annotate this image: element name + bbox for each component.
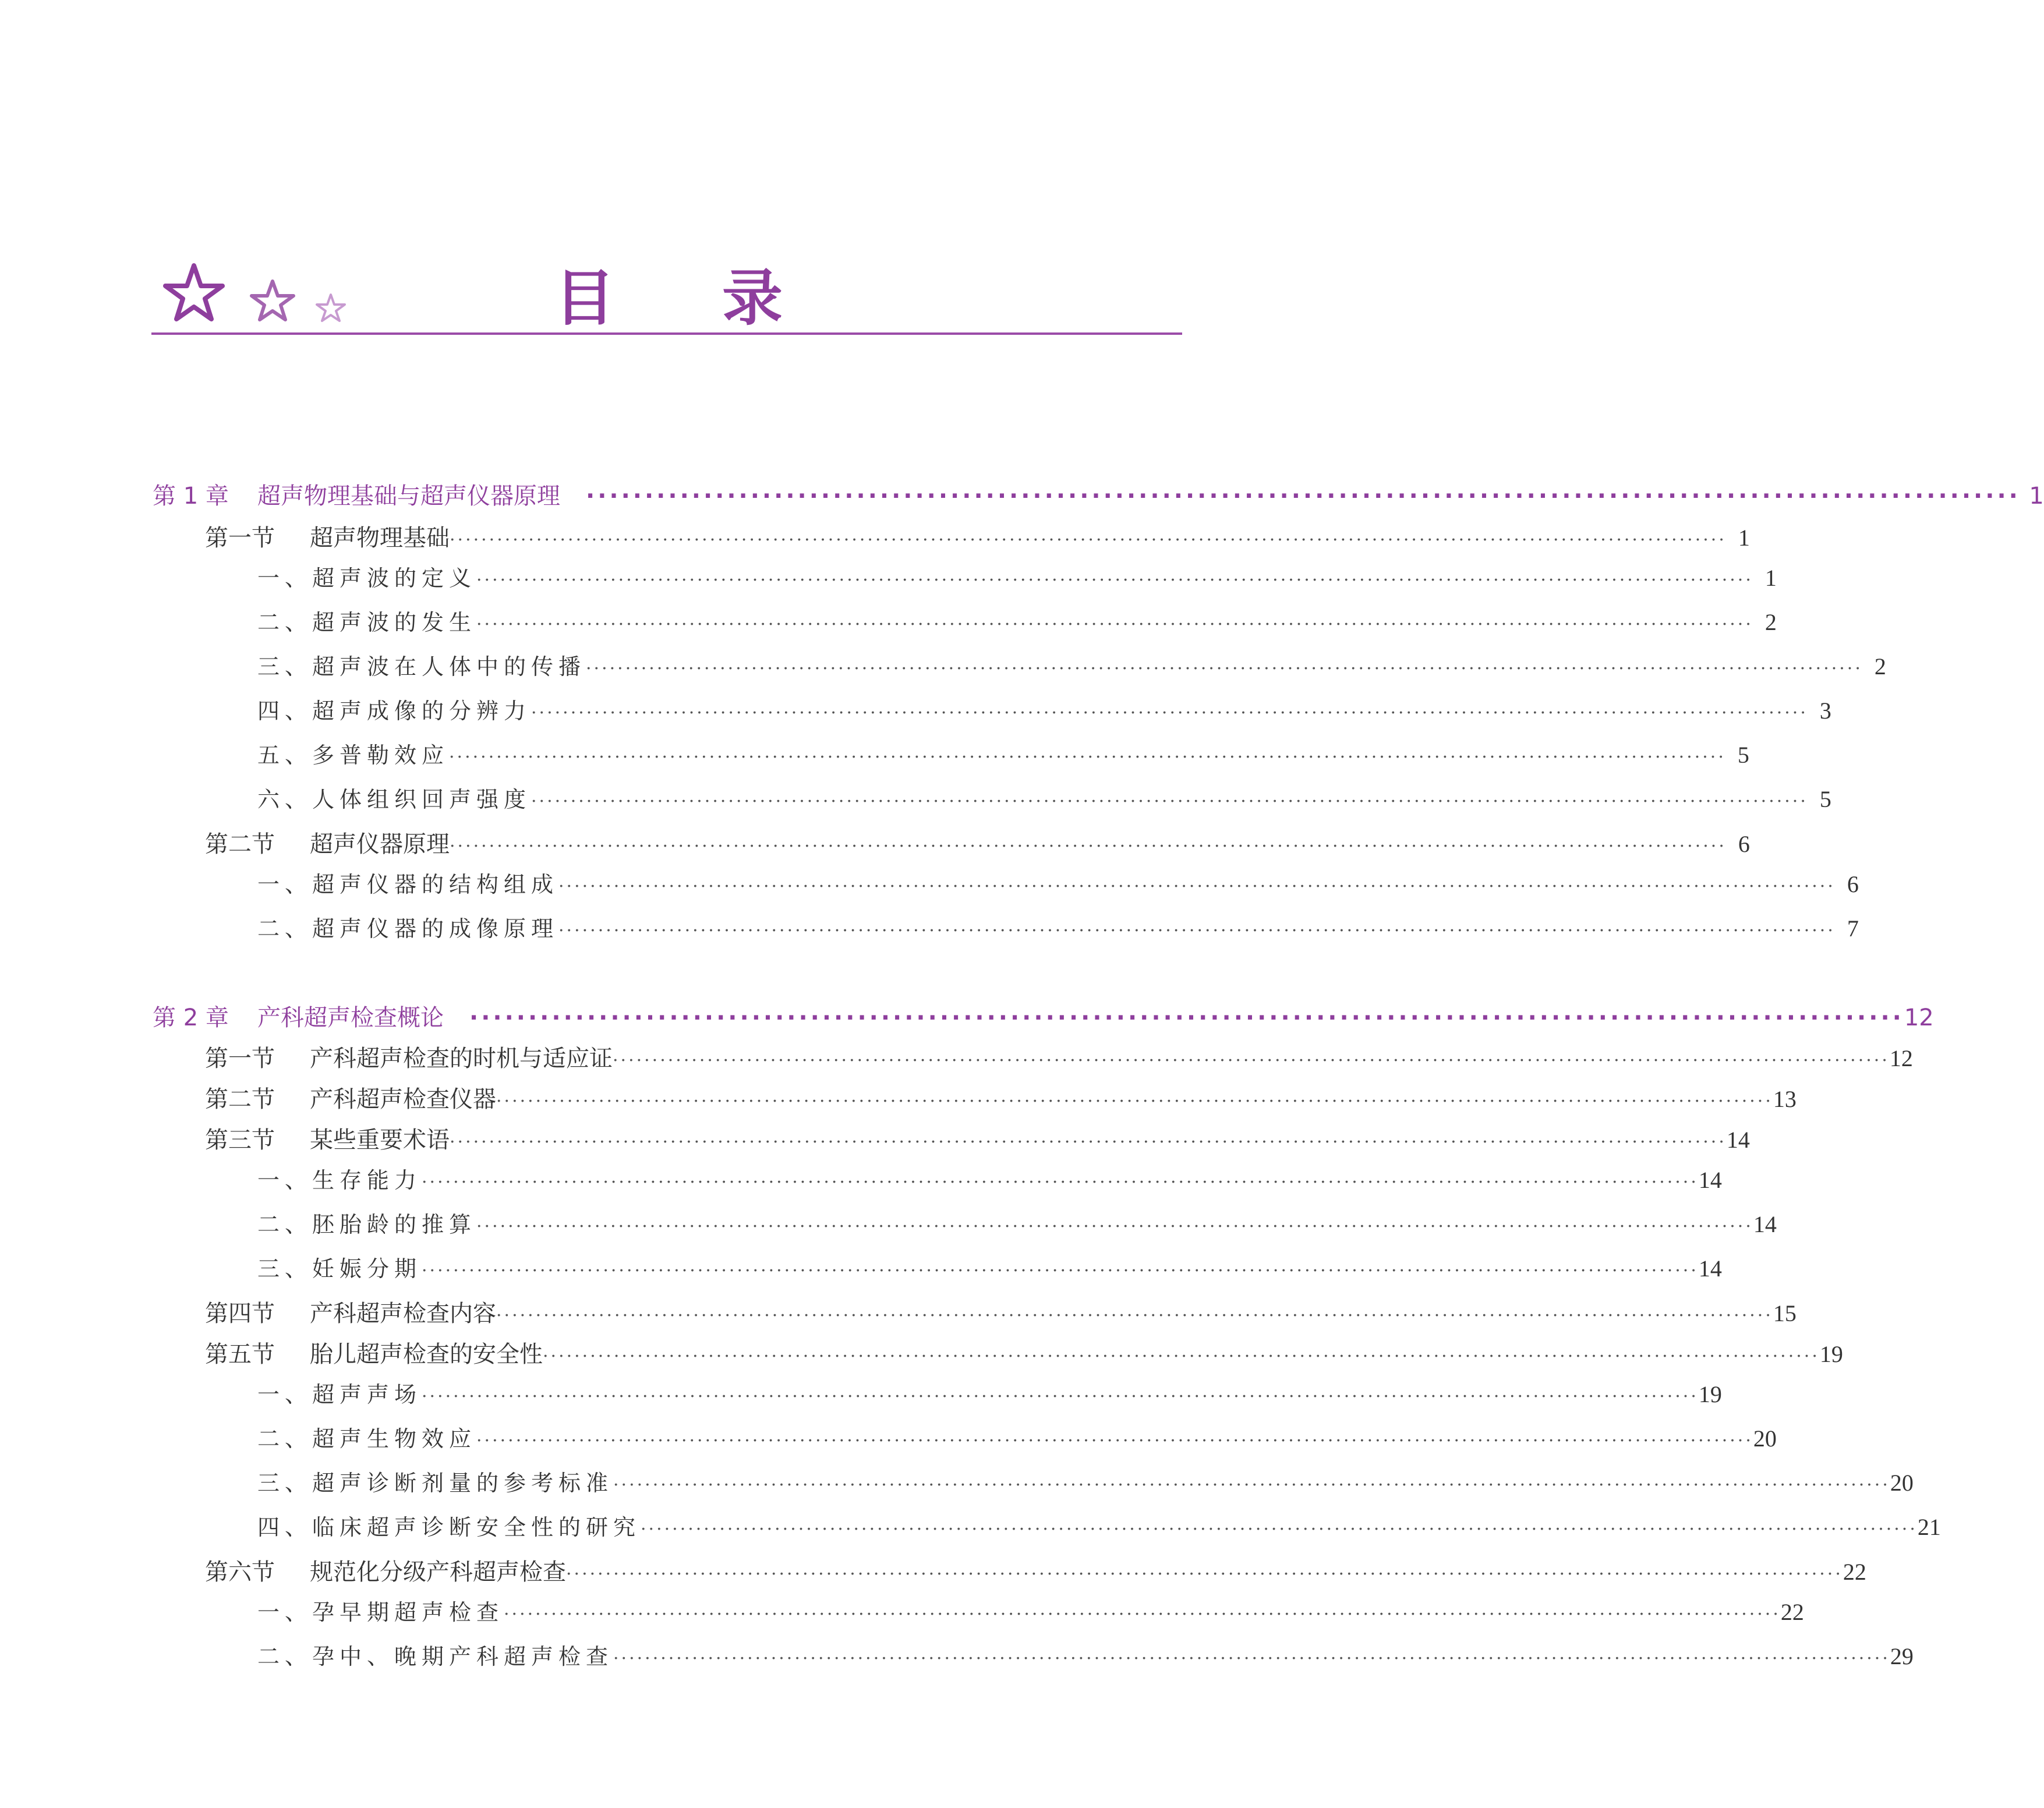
toc-section[interactable] [205, 1040, 1913, 1073]
toc-item[interactable] [257, 737, 1749, 769]
toc-section[interactable] [205, 519, 1750, 553]
section-title: 胎儿超声检查的安全性 [310, 1341, 543, 1368]
item-title: 一、超声仪器的结构组成 [257, 872, 559, 897]
dot-leader: ·································································································································································· [422, 1172, 1699, 1193]
chapter-title: 产科超声检查概论 [257, 1004, 444, 1031]
toc-item[interactable] [257, 604, 1777, 636]
section-title: 产科超声检查的时机与适应证 [310, 1045, 613, 1072]
toc-section[interactable] [205, 1121, 1750, 1155]
toc-header [151, 256, 1182, 338]
dot-leader: ·································································································································································· [450, 1132, 1727, 1152]
toc-item[interactable] [257, 1251, 1722, 1283]
page-number: 14 [1726, 1127, 1750, 1153]
toc-item[interactable] [257, 781, 1831, 813]
dot-leader: ·························································································································· [469, 1004, 1904, 1031]
dot-leader: ·································································································································································· [422, 1261, 1699, 1281]
item-title: 二、超声生物效应 [257, 1426, 477, 1452]
toc-item[interactable] [257, 1594, 1804, 1626]
dot-leader: ·································································································································································· [476, 614, 1753, 635]
star-icon-large [162, 262, 226, 323]
page-number: 20 [1890, 1470, 1914, 1496]
item-title: 二、胚胎龄的推算 [257, 1212, 477, 1237]
item-title: 四、临床超声诊断安全性的研究 [257, 1515, 641, 1540]
page-number: 21 [1917, 1514, 1941, 1540]
section-number: 第二节 [205, 1086, 275, 1113]
chapter-title: 超声物理基础与超声仪器原理 [257, 483, 560, 510]
toc-item[interactable] [257, 649, 1886, 681]
dot-leader: ·································································································································································· [558, 876, 1836, 897]
dot-leader: ·································································································································································· [496, 1305, 1773, 1326]
dot-leader: ·································································································································································· [531, 703, 1808, 723]
dot-leader: ·························································································································· [586, 483, 2021, 510]
dot-leader: ·································································································································································· [558, 921, 1836, 941]
toc-item[interactable] [257, 1509, 1941, 1541]
dot-leader: ·································································································································································· [613, 1648, 1890, 1669]
toc-item[interactable] [257, 1421, 1777, 1453]
dot-leader: ·································································································································································· [613, 1475, 1890, 1495]
page-number: 12 [1889, 1045, 1913, 1071]
item-title: 二、孕中、晚期产科超声检查 [257, 1644, 614, 1669]
star-icon-small [314, 292, 347, 324]
page-number: 20 [1753, 1425, 1777, 1452]
page-number: 14 [1753, 1211, 1777, 1237]
page-number: 1 [2029, 483, 2044, 510]
page-number: 29 [1890, 1643, 1914, 1669]
dot-leader: ·································································································································································· [496, 1091, 1773, 1112]
page-title-char-1: 目 [554, 263, 616, 334]
section-number: 第二节 [205, 831, 275, 858]
section-title: 某些重要术语 [310, 1127, 450, 1154]
toc-section[interactable] [205, 826, 1750, 859]
page-number: 1 [1764, 565, 1777, 591]
page-number: 14 [1698, 1255, 1722, 1282]
section-number: 第一节 [205, 525, 275, 551]
title-divider [151, 332, 1182, 335]
page-number: 1 [1738, 525, 1750, 551]
toc-section[interactable] [205, 1336, 1843, 1369]
dot-leader: ·································································································································································· [531, 791, 1808, 812]
chapter-number: 第 1 章 [153, 483, 229, 510]
dot-leader: ·································································································································································· [476, 1216, 1753, 1237]
toc-item[interactable] [257, 1162, 1722, 1194]
page-title-char-2: 录 [722, 263, 783, 334]
section-number: 第五节 [205, 1341, 275, 1368]
toc-section[interactable] [205, 1295, 1797, 1328]
page-number: 19 [1698, 1381, 1722, 1407]
dot-leader: ·································································································································································· [543, 1346, 1820, 1367]
page-number: 19 [1819, 1341, 1843, 1367]
toc-item[interactable] [257, 1206, 1777, 1239]
dot-leader: ·································································································································································· [450, 530, 1727, 550]
toc-item[interactable] [257, 1377, 1722, 1409]
page-number: 5 [1819, 786, 1831, 812]
item-title: 一、超声波的定义 [257, 565, 477, 591]
section-number: 第六节 [205, 1559, 275, 1586]
item-title: 一、超声声场 [257, 1382, 422, 1407]
section-number: 第一节 [205, 1045, 275, 1072]
section-number: 第四节 [205, 1300, 275, 1327]
page-number: 22 [1780, 1599, 1804, 1625]
star-icon-medium [249, 278, 296, 323]
page-number: 14 [1698, 1167, 1722, 1193]
item-title: 四、超声成像的分辨力 [257, 698, 532, 724]
item-title: 六、人体组织回声强度 [257, 787, 532, 812]
item-title: 五、多普勒效应 [257, 742, 450, 768]
toc-item[interactable] [257, 560, 1777, 592]
item-title: 二、超声仪器的成像原理 [257, 916, 559, 942]
page-number: 15 [1773, 1300, 1797, 1326]
dot-leader: ·································································································································································· [586, 659, 1863, 679]
item-title: 三、超声诊断剂量的参考标准 [257, 1470, 614, 1496]
chapter-number: 第 2 章 [153, 1004, 229, 1031]
dot-leader: ·································································································································································· [449, 747, 1726, 767]
item-title: 三、妊娠分期 [257, 1256, 422, 1282]
toc-item[interactable] [257, 911, 1859, 943]
page-number: 12 [1904, 1004, 1934, 1031]
page-number: 7 [1847, 915, 1859, 942]
toc-chapter-2[interactable] [153, 999, 1934, 1032]
section-number: 第三节 [205, 1127, 275, 1154]
dot-leader: ·································································································································································· [422, 1386, 1699, 1407]
toc-section[interactable] [205, 1554, 1866, 1587]
page-number: 3 [1819, 698, 1831, 724]
toc-item[interactable] [257, 1465, 1914, 1497]
page-number: 2 [1874, 653, 1886, 680]
section-title: 产科超声检查仪器 [310, 1086, 496, 1113]
toc-item[interactable] [257, 693, 1831, 725]
page-number: 22 [1843, 1559, 1866, 1585]
section-title: 超声仪器原理 [310, 831, 450, 858]
dot-leader: ·································································································································································· [476, 1431, 1753, 1451]
toc-section[interactable] [205, 1081, 1797, 1114]
dot-leader: ·································································································································································· [613, 1050, 1890, 1071]
section-title: 规范化分级产科超声检查 [310, 1559, 566, 1586]
item-title: 二、超声波的发生 [257, 610, 477, 635]
section-title: 产科超声检查内容 [310, 1300, 496, 1327]
toc-chapter-1[interactable] [153, 477, 2044, 511]
dot-leader: ·································································································································································· [641, 1519, 1918, 1540]
dot-leader: ·································································································································································· [504, 1604, 1781, 1625]
page-number: 6 [1847, 871, 1859, 897]
item-title: 一、孕早期超声检查 [257, 1600, 504, 1625]
toc-item[interactable] [257, 866, 1859, 898]
page-number: 13 [1773, 1086, 1797, 1112]
page-number: 2 [1764, 609, 1777, 635]
page-number: 5 [1737, 742, 1749, 768]
dot-leader: ·································································································································································· [566, 1564, 1843, 1584]
toc-item[interactable] [257, 1639, 1914, 1671]
dot-leader: ·································································································································································· [450, 836, 1727, 857]
page-number: 6 [1738, 831, 1750, 857]
section-title: 超声物理基础 [310, 525, 450, 551]
item-title: 一、生存能力 [257, 1167, 422, 1193]
item-title: 三、超声波在人体中的传播 [257, 654, 586, 680]
dot-leader: ·································································································································································· [476, 570, 1753, 590]
